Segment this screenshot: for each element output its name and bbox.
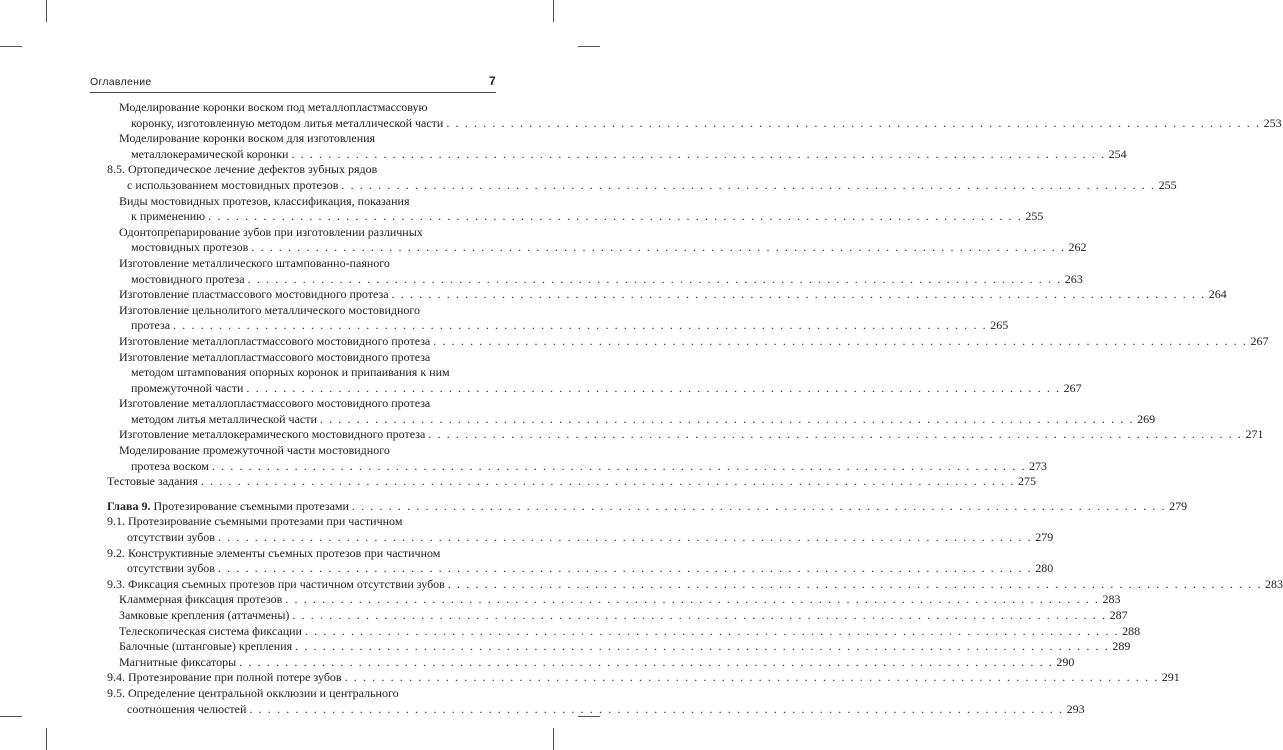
toc-page-number: 253: [1263, 115, 1282, 130]
toc-entry-text: промежуточной части: [131, 380, 244, 395]
dot-leader: . . . . . . . . . . . . . . . . . . . . . . . . . . . . . . . . . . . . . . . . . . . . . . . . . . . . . . . . . . . . . . . . . . . . . . . . . . . . . . . . . . . . . . . . .: [319, 411, 1135, 426]
dot-leader: . . . . . . . . . . . . . . . . . . . . . . . . . . . . . . . . . . . . . . . . . . . . . . . . . . . . . . . . . . . . . . . . . . . . . . . . . . . . . . . . . . . . . . . . .: [351, 498, 1167, 513]
toc-page-number: 289: [1112, 639, 1131, 654]
toc-entry-text: мостовидного протеза: [131, 271, 245, 286]
toc-entry-text: 9.4. Протезирование при полной потере зубов: [107, 670, 342, 685]
toc-entry-text: Моделирование коронки воском для изготовления: [119, 131, 376, 146]
chapter-label: Глава 9.: [107, 498, 151, 513]
toc-entry-text: отсутствии зубов: [127, 561, 215, 576]
toc-entry[interactable]: [107, 427, 1264, 443]
toc-page-number: 273: [1029, 458, 1048, 473]
toc-page-number: 267: [1063, 380, 1082, 395]
toc-entry-text: отсутствии зубов: [127, 530, 215, 545]
toc-entry-text: Изготовление металлопластмассового мостовидного протеза: [119, 333, 431, 348]
toc-entry-text: соотношения челюстей: [127, 701, 247, 716]
dot-leader: . . . . . . . . . . . . . . . . . . . . . . . . . . . . . . . . . . . . . . . . . . . . . . . . . . . . . . . . . . . . . . . . . . . . . . . . . . . . . . . . . . . . . . . . .: [173, 318, 988, 333]
crop-mark: [553, 728, 554, 750]
header-page-number: 7: [489, 74, 496, 88]
toc-entry[interactable]: [107, 131, 1127, 162]
toc-entry-text: 9.3. Фиксация съемных протезов при частичном отсутствии зубов: [107, 576, 445, 591]
dot-leader: . . . . . . . . . . . . . . . . . . . . . . . . . . . . . . . . . . . . . . . . . . . . . . . . . . . . . . . . . . . . . . . . . . . . . . . . . . . . . . . . . . . . . . . . .: [239, 654, 1054, 669]
toc-entry-text: Кламмерная фиксация протезов: [119, 592, 283, 607]
dot-leader: . . . . . . . . . . . . . . . . . . . . . . . . . . . . . . . . . . . . . . . . . . . . . . . . . . . . . . . . . . . . . . . . . . . . . . . . . . . . . . . . . . . . . . . . .: [285, 592, 1100, 607]
toc-page-number: 275: [1018, 474, 1037, 489]
header-rule: [90, 92, 496, 93]
toc-entry[interactable]: [107, 474, 1037, 490]
toc-page-number: 269: [1137, 411, 1156, 426]
dot-leader: . . . . . . . . . . . . . . . . . . . . . . . . . . . . . . . . . . . . . . . . . . . . . . . . . . . . . . . . . . . . . . . . . . . . . . . . . . . . . . . . . . . . . . . . .: [295, 639, 1110, 654]
dot-leader: . . . . . . . . . . . . . . . . . . . . . . . . . . . . . . . . . . . . . . . . . . . . . . . . . . . . . . . . . . . . . . . . . . . . . . . . . . . . . . . . . . . . . . . . .: [217, 530, 1033, 545]
toc-page-number: 271: [1245, 427, 1264, 442]
toc-entry[interactable]: [107, 498, 1188, 515]
toc-entry[interactable]: [107, 514, 1054, 545]
toc-entry[interactable]: [107, 576, 1283, 593]
toc-entry[interactable]: [107, 670, 1180, 686]
header-title: Оглавление: [90, 76, 152, 88]
toc-entry-text: методом штампования опорных коронок и припаивания к ним: [131, 365, 450, 380]
toc-entry-text: металлокерамической коронки: [131, 146, 289, 161]
toc-page-number: 265: [990, 318, 1009, 333]
dot-leader: . . . . . . . . . . . . . . . . . . . . . . . . . . . . . . . . . . . . . . . . . . . . . . . . . . . . . . . . . . . . . . . . . . . . . . . . . . . . . . . . . . . . . . . . .: [447, 576, 1263, 591]
dot-leader: . . . . . . . . . . . . . . . . . . . . . . . . . . . . . . . . . . . . . . . . . . . . . . . . . . . . . . . . . . . . . . . . . . . . . . . . . . . . . . . . . . . . . . . . .: [251, 240, 1066, 255]
toc-entry-text: Изготовление металлического штампованно-паяного: [119, 255, 390, 270]
toc-entry[interactable]: [107, 639, 1131, 655]
toc-entry-text: 8.5. Ортопедическое лечение дефектов зубных рядов: [107, 162, 378, 177]
toc-entry[interactable]: [107, 545, 1054, 577]
toc-entry-text: протеза воском: [131, 458, 209, 473]
dot-leader: . . . . . . . . . . . . . . . . . . . . . . . . . . . . . . . . . . . . . . . . . . . . . . . . . . . . . . . . . . . . . . . . . . . . . . . . . . . . . . . . . . . . . . . . .: [341, 177, 1156, 192]
toc-entry-text: 9.2. Конструктивные элементы съемных протезов при частичном: [107, 545, 441, 560]
toc-entry-text: протеза: [131, 318, 171, 333]
toc-entry[interactable]: [107, 224, 1087, 256]
toc-entry[interactable]: [107, 443, 1048, 474]
toc-entry-text: Изготовление пластмассового мостовидного протеза: [119, 287, 389, 302]
dot-leader: . . . . . . . . . . . . . . . . . . . . . . . . . . . . . . . . . . . . . . . . . . . . . . . . . . . . . . . . . . . . . . . . . . . . . . . . . . . . . . . . . . . . . . . . .: [200, 474, 1016, 489]
dot-leader: . . . . . . . . . . . . . . . . . . . . . . . . . . . . . . . . . . . . . . . . . . . . . . . . . . . . . . . . . . . . . . . . . . . . . . . . . . . . . . . . . . . . . . . . .: [428, 427, 1243, 442]
dot-leader: . . . . . . . . . . . . . . . . . . . . . . . . . . . . . . . . . . . . . . . . . . . . . . . . . . . . . . . . . . . . . . . . . . . . . . . . . . . . . . . . . . . . . . . . .: [291, 146, 1106, 161]
toc-entry-text: 9.5. Определение центральной окклюзии и центрального: [107, 685, 399, 700]
toc-entry[interactable]: [107, 349, 1082, 397]
toc-entry-text: Балочные (штанговые) крепления: [119, 639, 293, 654]
toc-page-number: 255: [1025, 209, 1044, 224]
toc-page-number: 283: [1102, 592, 1121, 607]
toc-page-number: 255: [1158, 177, 1177, 192]
toc-entry-text: к применению: [131, 209, 206, 224]
toc-entry[interactable]: [107, 302, 1009, 334]
dot-leader: . . . . . . . . . . . . . . . . . . . . . . . . . . . . . . . . . . . . . . . . . . . . . . . . . . . . . . . . . . . . . . . . . . . . . . . . . . . . . . . . . . . . . . . . .: [217, 561, 1033, 576]
toc-entry-text: 9.1. Протезирование съемными протезами при частичном: [107, 514, 403, 529]
toc-page-number: 287: [1109, 608, 1128, 622]
toc-entry-text: Моделирование коронки воском под металлопластмассовую: [119, 100, 428, 114]
dot-leader: . . . . . . . . . . . . . . . . . . . . . . . . . . . . . . . . . . . . . . . . . . . . . . . . . . . . . . . . . . . . . . . . . . . . . . . . . . . . . . . . . . . . . . . . .: [433, 333, 1248, 348]
toc-entry-text: коронку, изготовленную методом литья металлической части: [131, 115, 444, 130]
dot-leader: . . . . . . . . . . . . . . . . . . . . . . . . . . . . . . . . . . . . . . . . . . . . . . . . . . . . . . . . . . . . . . . . . . . . . . . . . . . . . . . . . . . . . . . . .: [249, 701, 1064, 716]
toc-page-number: 293: [1066, 701, 1085, 716]
toc-page-number: 288: [1122, 623, 1141, 638]
dot-leader: . . . . . . . . . . . . . . . . . . . . . . . . . . . . . . . . . . . . . . . . . . . . . . . . . . . . . . . . . . . . . . . . . . . . . . . . . . . . . . . . . . . . . . . . .: [211, 458, 1027, 473]
toc-page-number: 283: [1265, 576, 1283, 591]
toc-page-number: 267: [1250, 333, 1269, 348]
toc-entry-text: Изготовление металлопластмассового мостовидного протеза: [119, 349, 431, 364]
toc-entry-text: Магнитные фиксаторы: [119, 654, 237, 669]
crop-mark: [46, 728, 47, 750]
dot-leader: . . . . . . . . . . . . . . . . . . . . . . . . . . . . . . . . . . . . . . . . . . . . . . . . . . . . . . . . . . . . . . . . . . . . . . . . . . . . . . . . . . . . . . . . .: [292, 608, 1107, 622]
toc-entry-text: Протезирование съемными протезами: [153, 498, 349, 513]
toc-entry[interactable]: [107, 592, 1121, 608]
dot-leader: . . . . . . . . . . . . . . . . . . . . . . . . . . . . . . . . . . . . . . . . . . . . . . . . . . . . . . . . . . . . . . . . . . . . . . . . . . . . . . . . . . . . . . . . .: [391, 287, 1206, 302]
running-header: [90, 74, 496, 92]
toc-page-number: 280: [1035, 561, 1054, 576]
toc-page-number: 291: [1161, 670, 1180, 685]
toc-entry-text: Изготовление металлопластмассового мостовидного протеза: [119, 396, 431, 411]
dot-leader: . . . . . . . . . . . . . . . . . . . . . . . . . . . . . . . . . . . . . . . . . . . . . . . . . . . . . . . . . . . . . . . . . . . . . . . . . . . . . . . . . . . . . . . . .: [446, 115, 1261, 130]
toc-entry[interactable]: [107, 193, 1044, 225]
toc-entry-text: Одонтопрепарирование зубов при изготовлении различных: [119, 224, 423, 239]
toc-page-number: 254: [1108, 146, 1127, 161]
crop-mark: [553, 0, 554, 22]
dot-leader: . . . . . . . . . . . . . . . . . . . . . . . . . . . . . . . . . . . . . . . . . . . . . . . . . . . . . . . . . . . . . . . . . . . . . . . . . . . . . . . . . . . . . . . . .: [304, 623, 1120, 638]
toc-entry[interactable]: [107, 255, 1083, 287]
toc-page-number: 264: [1208, 287, 1227, 302]
toc-entry[interactable]: [107, 287, 1227, 303]
toc-entry[interactable]: [107, 623, 1141, 640]
toc-entry-text: Тестовые задания: [107, 474, 198, 489]
toc-entry-text: Замковые крепления (аттачмены): [119, 608, 290, 622]
toc-entry[interactable]: [107, 608, 1128, 624]
toc-entry[interactable]: [107, 685, 1085, 717]
crop-mark: [46, 0, 47, 22]
crop-mark: [578, 46, 600, 47]
toc-entry-text: с использованием мостовидных протезов: [127, 177, 339, 192]
dot-leader: . . . . . . . . . . . . . . . . . . . . . . . . . . . . . . . . . . . . . . . . . . . . . . . . . . . . . . . . . . . . . . . . . . . . . . . . . . . . . . . . . . . . . . . . .: [246, 380, 1061, 395]
toc-entry-text: Моделирование промежуточной части мостовидного: [119, 443, 390, 458]
dot-leader: . . . . . . . . . . . . . . . . . . . . . . . . . . . . . . . . . . . . . . . . . . . . . . . . . . . . . . . . . . . . . . . . . . . . . . . . . . . . . . . . . . . . . . . . .: [247, 271, 1062, 286]
toc-entry-text: Изготовление металлокерамического мостовидного протеза: [119, 427, 426, 442]
crop-mark: [0, 46, 22, 47]
crop-mark: [0, 716, 22, 717]
toc-page-number: 279: [1035, 530, 1054, 545]
toc-entry[interactable]: [107, 396, 1156, 427]
toc-entry[interactable]: [107, 162, 1177, 193]
toc-entry-text: Телескопическая система фиксации: [119, 623, 302, 638]
dot-leader: . . . . . . . . . . . . . . . . . . . . . . . . . . . . . . . . . . . . . . . . . . . . . . . . . . . . . . . . . . . . . . . . . . . . . . . . . . . . . . . . . . . . . . . . .: [344, 670, 1159, 685]
toc-entry[interactable]: [107, 333, 1269, 350]
toc-page-number: 263: [1064, 271, 1083, 286]
table-of-contents: [107, 100, 1283, 717]
toc-page-number: 290: [1056, 654, 1075, 669]
toc-entry-text: Изготовление цельнолитого металлического мостовидного: [119, 302, 421, 317]
toc-page-number: 279: [1169, 498, 1188, 513]
toc-entry-text: методом литья металлической части: [131, 411, 317, 426]
dot-leader: . . . . . . . . . . . . . . . . . . . . . . . . . . . . . . . . . . . . . . . . . . . . . . . . . . . . . . . . . . . . . . . . . . . . . . . . . . . . . . . . . . . . . . . . .: [208, 209, 1023, 224]
toc-entry-text: мостовидных протезов: [131, 240, 249, 255]
toc-entry[interactable]: [107, 100, 1282, 131]
toc-entry[interactable]: [107, 654, 1075, 671]
toc-page-number: 262: [1068, 240, 1087, 255]
toc-entry-text: Виды мостовидных протезов, классификация, показания: [119, 193, 410, 208]
